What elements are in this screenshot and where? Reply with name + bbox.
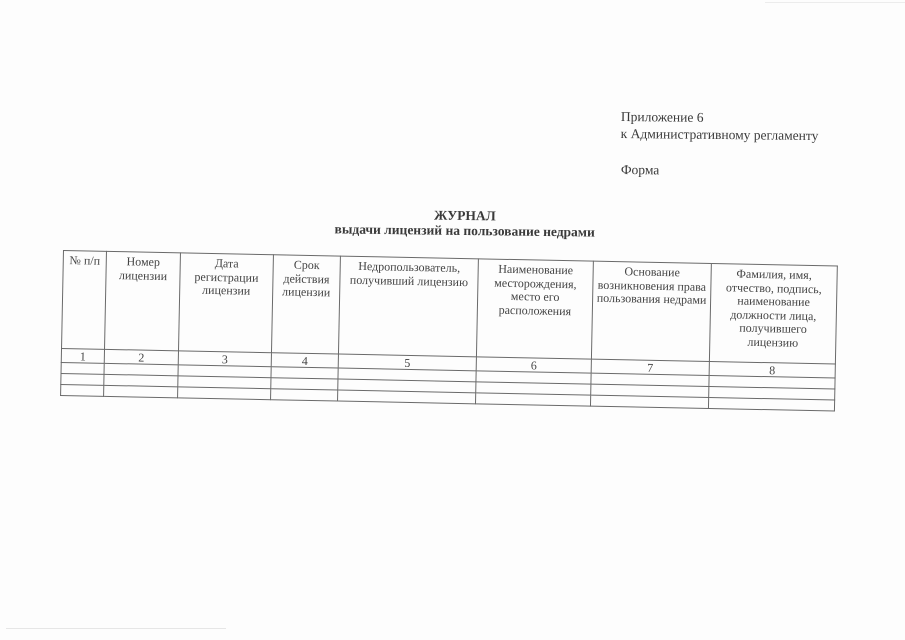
appendix-note [621, 108, 819, 144]
title-line-1: ЖУРНАЛ [434, 207, 496, 224]
column-number: 5 [338, 354, 476, 371]
column-header: Основание возникновения права пользования недрами [591, 261, 711, 361]
column-header: Дата регистрации лицензии [178, 253, 273, 353]
column-header: Фамилия, имя, отчество, подпись, наименование должности лица, получившего лицензию [709, 264, 837, 365]
column-number: 1 [61, 348, 104, 363]
document-title [300, 206, 630, 240]
journal-table [60, 250, 838, 412]
table-cell [708, 397, 834, 411]
table-cell [178, 387, 271, 400]
column-number: 4 [271, 353, 338, 368]
scan-edge-bottom [6, 628, 226, 629]
column-number: 7 [591, 359, 709, 375]
table-header-row [62, 251, 838, 365]
appendix-line-1: Приложение 6 [620, 108, 704, 125]
journal-table-wrap [60, 250, 837, 412]
column-number: 8 [709, 361, 835, 378]
column-header: Номер лицензии [105, 251, 181, 350]
table-cell [271, 389, 338, 401]
column-number: 3 [178, 351, 271, 367]
column-number: 6 [476, 357, 591, 373]
appendix-line-2: к Административному регламенту [620, 125, 819, 144]
scan-edge-top [765, 2, 905, 3]
table-cell [475, 393, 590, 406]
table-cell [338, 390, 476, 404]
table-cell [61, 384, 104, 396]
form-label: Форма [620, 162, 660, 178]
table-cell [104, 385, 178, 397]
column-header: Наименование месторождения, место его расположения [476, 259, 593, 359]
table-cell [61, 373, 104, 385]
column-header: № п/п [62, 251, 107, 350]
table-cell [61, 362, 104, 374]
column-number: 2 [104, 349, 178, 364]
column-header: Срок действия лицензии [271, 255, 340, 354]
column-header: Недропользователь, получивший лицензию [338, 256, 478, 357]
table-cell [590, 395, 708, 408]
title-line-2: выдачи лицензий на пользование недрами [334, 221, 595, 240]
